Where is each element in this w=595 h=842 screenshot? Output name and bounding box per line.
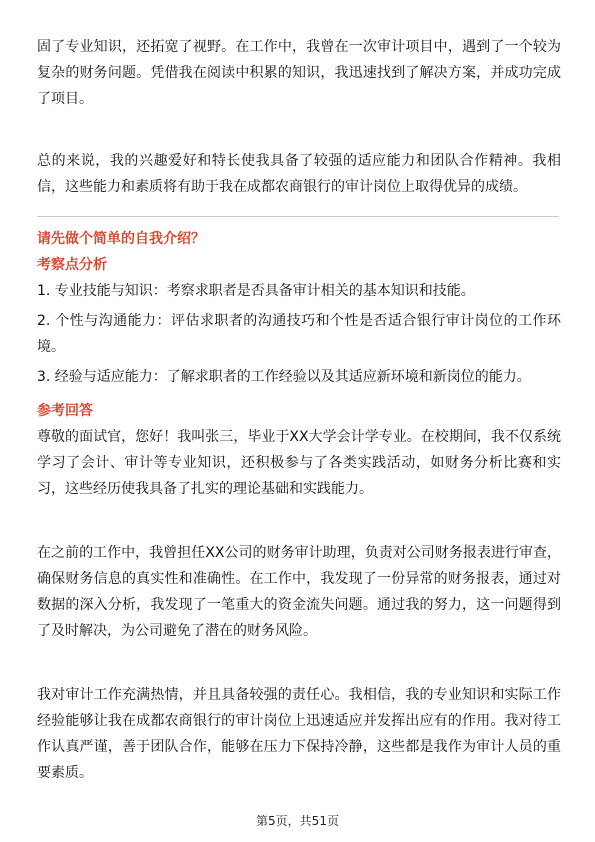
question-title: 请先做个简单的自我介绍？: [37, 231, 205, 247]
analysis-item-2: 2. 个性与沟通能力：评估求职者的沟通技巧和个性是否适合银行审计岗位的工作环境。: [37, 313, 561, 355]
page-number-footer: 第5页，共51页: [256, 814, 339, 828]
section-divider: [37, 216, 559, 217]
answer-paragraph-3: 我对审计工作充满热情，并且具备较强的责任心。我相信，我的专业知识和实际工作经验能够让我在成都农商银行的审计岗位上迅速适应并发挥出应有的作用。我对待工作认真严谨，善于团队合作，能够在压力下保持冷静，这些都是我作为审计人员的重要素质。: [37, 687, 561, 781]
summary-paragraph: 总的来说，我的兴趣爱好和特长使我具备了较强的适应能力和团队合作精神。我相信，这些能力和素质将有助于我在成都农商银行的审计岗位上取得优异的成绩。: [37, 153, 561, 195]
analysis-item-3: 3. 经验与适应能力：了解求职者的工作经验以及其适应新环境和新岗位的能力。: [37, 369, 531, 385]
analysis-heading: 考察点分析: [37, 257, 107, 273]
answer-paragraph-2: 在之前的工作中，我曾担任XX公司的财务审计助理，负责对公司财务报表进行审查，确保财务信息的真实性和准确性。在工作中，我发现了一份异常的财务报表，通过对数据的深入分析，我发现了一笔重大的资金流失问题。通过我的努力，这一问题得到了及时解决，为公司避免了潜在的财务风险。: [37, 545, 561, 639]
analysis-item-1: 1. 专业技能与知识：考察求职者是否具备审计相关的基本知识和技能。: [37, 283, 475, 299]
answer-heading: 参考回答: [37, 403, 93, 419]
intro-continuation-paragraph: 固了专业知识，还拓宽了视野。在工作中，我曾在一次审计项目中，遇到了一个较为复杂的财务问题。凭借我在阅读中积累的知识，我迅速找到了解决方案，并成功完成了项目。: [37, 39, 561, 107]
answer-paragraph-1: 尊敬的面试官，您好！我叫张三，毕业于XX大学会计学专业。在校期间，我不仅系统学习了会计、审计等专业知识，还积极参与了各类实践活动，如财务分析比赛和实习，这些经历使我具备了扎实的理论基础和实践能力。: [37, 429, 561, 497]
